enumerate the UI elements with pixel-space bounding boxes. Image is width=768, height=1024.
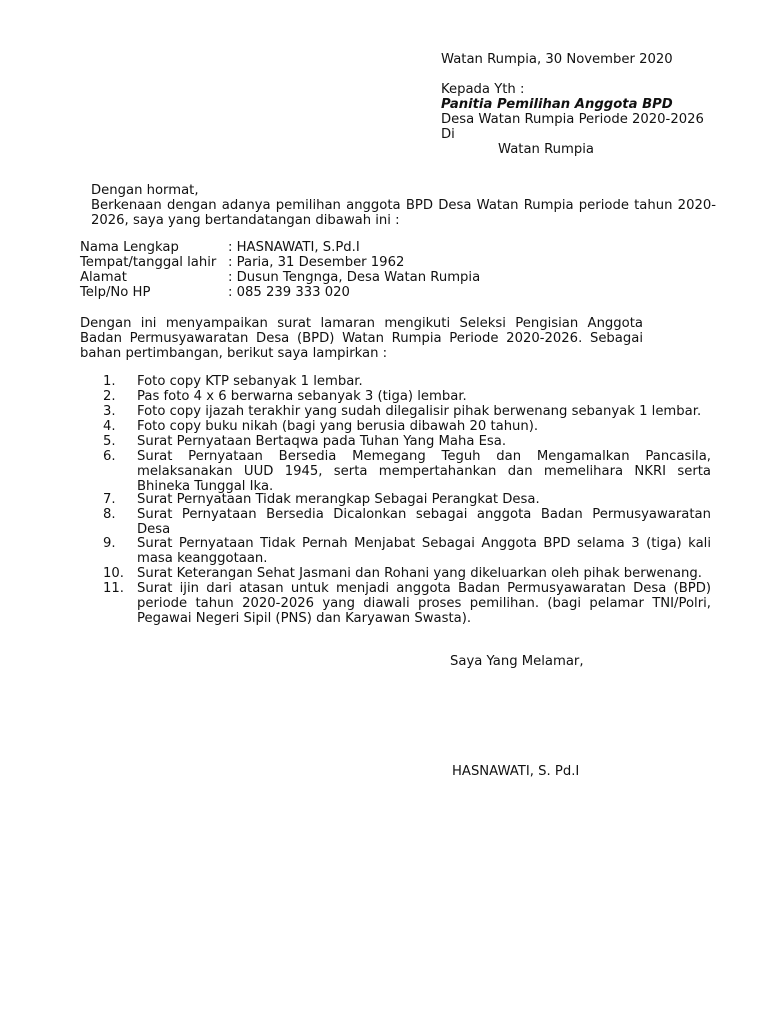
list-item-text: Foto copy buku nikah (bagi yang berusia dibawah 20 tahun). bbox=[137, 419, 539, 434]
list-item-text: periode tahun 2020-2026 yang diawali proses pemilihan. (bagi pelamar TNI/Polri, bbox=[137, 596, 711, 611]
list-item-text: Foto copy KTP sebanyak 1 lembar. bbox=[137, 374, 363, 389]
list-item-text: Surat ijin dari atasan untuk menjadi anggota Badan Permusyawaratan Desa (BPD) bbox=[137, 581, 711, 596]
list-item-number: 4. bbox=[103, 419, 116, 434]
list-item-text: melaksanakan UUD 1945, serta mempertahankan dan memelihara NKRI serta bbox=[137, 464, 711, 479]
list-item-number: 2. bbox=[103, 389, 116, 404]
list-item-number: 5. bbox=[103, 434, 116, 449]
list-item bbox=[137, 492, 711, 507]
list-item bbox=[137, 374, 711, 389]
list-item-number: 3. bbox=[103, 404, 116, 419]
identity-label-name: Nama Lengkap bbox=[80, 240, 179, 255]
list-item-text: Surat Keterangan Sehat Jasmani dan Rohani yang dikeluarkan oleh pihak berwenang. bbox=[137, 566, 702, 581]
list-item-number: 6. bbox=[103, 449, 116, 464]
intro-line-2: 2026, saya yang bertandatangan dibawah ini : bbox=[91, 213, 400, 228]
list-item-number: 8. bbox=[103, 507, 116, 522]
list-item-text: Desa bbox=[137, 522, 171, 537]
recipient-di: Di bbox=[441, 127, 455, 142]
list-item-text: Pas foto 4 x 6 berwarna sebanyak 3 (tiga) lembar. bbox=[137, 389, 467, 404]
recipient-org: Panitia Pemilihan Anggota BPD bbox=[441, 97, 673, 112]
intro-line-1: Berkenaan dengan adanya pemilihan anggota BPD Desa Watan Rumpia periode tahun 2020- bbox=[91, 198, 716, 213]
identity-label-birth: Tempat/tanggal lahir bbox=[80, 255, 217, 270]
recipient-place: Watan Rumpia bbox=[498, 142, 594, 157]
list-item-text: Pegawai Negeri Sipil (PNS) dan Karyawan Swasta). bbox=[137, 611, 472, 626]
list-item bbox=[137, 434, 711, 449]
list-item-text: Surat Pernyataan Tidak merangkap Sebagai Perangkat Desa. bbox=[137, 492, 540, 507]
list-item bbox=[137, 536, 711, 566]
list-item-text: Surat Pernyataan Tidak Pernah Menjabat Sebagai Anggota BPD selama 3 (tiga) kali bbox=[137, 536, 711, 551]
list-item-number: 11. bbox=[103, 581, 124, 596]
statement-line-3: bahan pertimbangan, berikut saya lampirkan : bbox=[80, 346, 388, 361]
list-item-number: 9. bbox=[103, 536, 116, 551]
list-item-text: Surat Pernyataan Bersedia Memegang Teguh dan Mengamalkan Pancasila, bbox=[137, 449, 711, 464]
identity-label-address: Alamat bbox=[80, 270, 127, 285]
list-item-text: Bhineka Tunggal Ika. bbox=[137, 479, 274, 494]
list-item bbox=[137, 566, 711, 581]
list-item bbox=[137, 404, 711, 419]
list-item bbox=[137, 507, 711, 537]
recipient-desc: Desa Watan Rumpia Periode 2020-2026 bbox=[441, 112, 704, 127]
identity-value-phone: : 085 239 333 020 bbox=[228, 285, 350, 300]
greeting: Dengan hormat, bbox=[91, 183, 199, 198]
statement-line-1: Dengan ini menyampaikan surat lamaran mengikuti Seleksi Pengisian Anggota bbox=[80, 316, 643, 331]
identity-value-address: : Dusun Tengnga, Desa Watan Rumpia bbox=[228, 270, 481, 285]
list-item bbox=[137, 419, 711, 434]
recipient-to: Kepada Yth : bbox=[441, 82, 525, 97]
identity-value-birth: : Paria, 31 Desember 1962 bbox=[228, 255, 405, 270]
list-item-text: Surat Pernyataan Bersedia Dicalonkan sebagai anggota Badan Permusyawaratan bbox=[137, 507, 711, 522]
statement-line-2: Badan Permusyawaratan Desa (BPD) Watan Rumpia Periode 2020-2026. Sebagai bbox=[80, 331, 643, 346]
list-item-number: 1. bbox=[103, 374, 116, 389]
place-date: Watan Rumpia, 30 November 2020 bbox=[441, 52, 673, 67]
list-item bbox=[137, 449, 711, 494]
list-item bbox=[137, 389, 711, 404]
list-item-text: Foto copy ijazah terakhir yang sudah dilegalisir pihak berwenang sebanyak 1 lembar. bbox=[137, 404, 702, 419]
list-item-text: Surat Pernyataan Bertaqwa pada Tuhan Yang Maha Esa. bbox=[137, 434, 507, 449]
list-item-text: masa keanggotaan. bbox=[137, 551, 268, 566]
list-item bbox=[137, 581, 711, 626]
identity-value-name: : HASNAWATI, S.Pd.I bbox=[228, 240, 360, 255]
signature-name: HASNAWATI, S. Pd.I bbox=[452, 764, 580, 779]
list-item-number: 10. bbox=[103, 566, 124, 581]
list-item-number: 7. bbox=[103, 492, 116, 507]
closing: Saya Yang Melamar, bbox=[450, 654, 584, 669]
identity-label-phone: Telp/No HP bbox=[80, 285, 151, 300]
